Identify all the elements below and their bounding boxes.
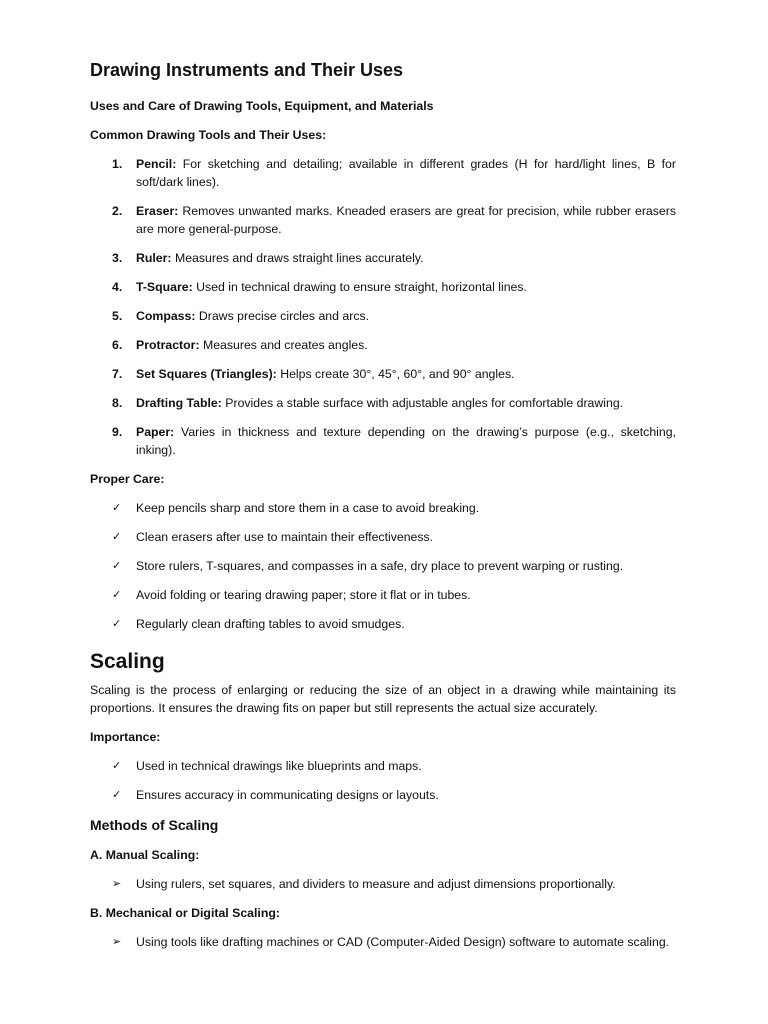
checkmark-icon: ✓ (112, 759, 122, 772)
item-text: Used in technical drawings like blueprints and maps. (136, 759, 422, 773)
checkmark-icon: ✓ (112, 788, 122, 801)
list-item (90, 786, 676, 804)
list-item (90, 423, 676, 459)
methods-heading: Methods of Scaling (90, 817, 219, 833)
list-item (90, 365, 676, 383)
list-item (90, 249, 676, 267)
document-content (90, 58, 676, 962)
importance-list (90, 757, 676, 804)
mechanical-scaling-heading: B. Mechanical or Digital Scaling: (90, 906, 280, 920)
list-item (90, 557, 676, 575)
item-number: 3. (112, 251, 123, 265)
tools-heading: Common Drawing Tools and Their Uses: (90, 128, 327, 142)
list-item (90, 615, 676, 633)
item-number: 7. (112, 367, 123, 381)
list-item (90, 202, 676, 238)
list-item (90, 499, 676, 517)
care-heading: Proper Care: (90, 472, 165, 486)
item-number: 1. (112, 157, 123, 171)
list-item (90, 586, 676, 604)
item-description: Removes unwanted marks. Kneaded erasers are great for precision, while rubber erasers are more general-purpose. (136, 204, 676, 236)
item-term: Eraser: (136, 204, 179, 218)
item-number: 6. (112, 338, 123, 352)
page-subtitle: Uses and Care of Drawing Tools, Equipment, and Materials (90, 99, 434, 113)
item-term: Set Squares (Triangles): (136, 367, 277, 381)
item-text: Using tools like drafting machines or CAD (Computer-Aided Design) software to automate scaling. (136, 935, 670, 949)
tools-list (90, 155, 676, 459)
item-number: 9. (112, 425, 123, 439)
item-description: Measures and draws straight lines accurately. (171, 251, 424, 265)
list-item (90, 336, 676, 354)
item-text: Using rulers, set squares, and dividers to measure and adjust dimensions proportionally. (136, 877, 616, 891)
item-description: Measures and creates angles. (199, 338, 368, 352)
item-term: Compass: (136, 309, 196, 323)
checkmark-icon: ✓ (112, 501, 122, 514)
checkmark-icon: ✓ (112, 617, 122, 630)
arrow-bullet-icon: ➢ (112, 877, 122, 890)
item-number: 2. (112, 204, 123, 218)
item-number: 5. (112, 309, 123, 323)
checkmark-icon: ✓ (112, 559, 122, 572)
item-term: Protractor: (136, 338, 200, 352)
item-term: Ruler: (136, 251, 172, 265)
page-title: Drawing Instruments and Their Uses (90, 60, 404, 80)
item-text: Avoid folding or tearing drawing paper; store it flat or in tubes. (136, 588, 471, 602)
item-text: Regularly clean drafting tables to avoid smudges. (136, 617, 405, 631)
checkmark-icon: ✓ (112, 588, 122, 601)
scaling-intro: Scaling is the process of enlarging or reducing the size of an object in a drawing while maintaining its proportions. It ensures the drawing fits on paper but still represents the actual size accurately. (90, 683, 676, 715)
item-term: T-Square: (136, 280, 193, 294)
item-description: For sketching and detailing; available in different grades (H for hard/light lines, B for soft/dark lines). (136, 157, 676, 189)
list-item (90, 933, 676, 951)
list-item (90, 875, 676, 893)
item-term: Drafting Table: (136, 396, 222, 410)
list-item (90, 155, 676, 191)
list-item (90, 278, 676, 296)
list-item (90, 757, 676, 775)
manual-scaling-list (90, 875, 676, 893)
item-term: Paper: (136, 425, 175, 439)
item-description: Helps create 30°, 45°, 60°, and 90° angles. (276, 367, 515, 381)
list-item (90, 394, 676, 412)
item-description: Varies in thickness and texture depending on the drawing’s purpose (e.g., sketching, inking). (136, 425, 676, 457)
item-number: 4. (112, 280, 123, 294)
item-text: Ensures accuracy in communicating designs or layouts. (136, 788, 439, 802)
care-list (90, 499, 676, 633)
item-description: Used in technical drawing to ensure straight, horizontal lines. (192, 280, 527, 294)
scaling-title: Scaling (90, 650, 165, 673)
list-item (90, 528, 676, 546)
item-text: Clean erasers after use to maintain their effectiveness. (136, 530, 434, 544)
item-description: Draws precise circles and arcs. (195, 309, 370, 323)
manual-scaling-heading: A. Manual Scaling: (90, 848, 200, 862)
item-text: Store rulers, T-squares, and compasses in a safe, dry place to prevent warping or rusting. (136, 559, 624, 573)
mechanical-scaling-list (90, 933, 676, 951)
item-text: Keep pencils sharp and store them in a case to avoid breaking. (136, 501, 480, 515)
item-description: Provides a stable surface with adjustable angles for comfortable drawing. (221, 396, 624, 410)
list-item (90, 307, 676, 325)
checkmark-icon: ✓ (112, 530, 122, 543)
item-term: Pencil: (136, 157, 177, 171)
item-number: 8. (112, 396, 123, 410)
arrow-bullet-icon: ➢ (112, 935, 122, 948)
importance-heading: Importance: (90, 730, 161, 744)
